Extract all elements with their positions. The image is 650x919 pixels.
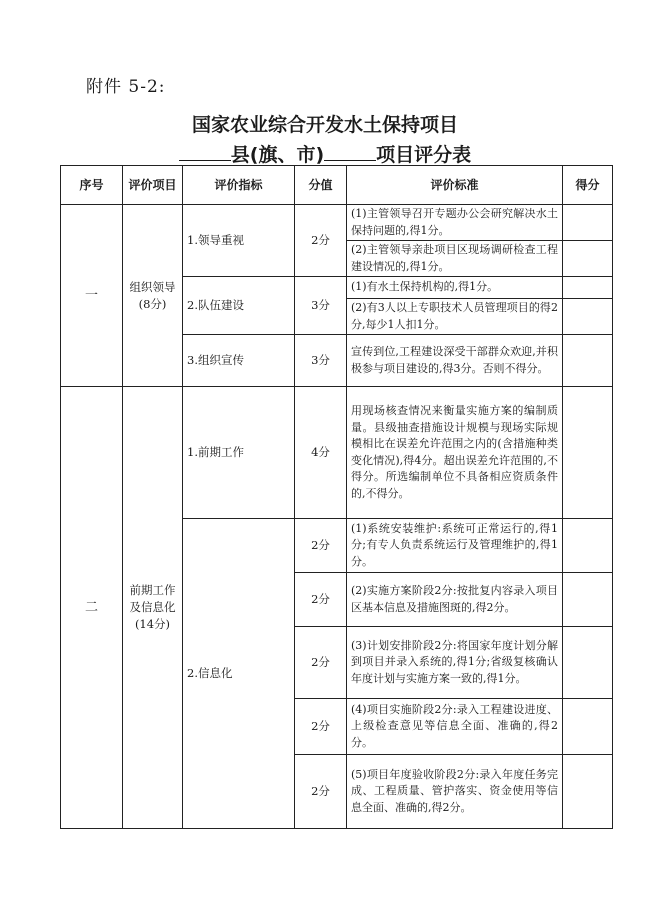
result-cell[interactable] <box>563 241 613 277</box>
criteria-cell: (4)项目实施阶段2分:录入工程建设进度、上级检查意见等信息全面、准确的,得2分。 <box>347 699 563 755</box>
criteria-cell: (2)有3人以上专职技术人员管理项目的得2分,每少1人扣1分。 <box>347 299 563 335</box>
score-table <box>60 165 613 829</box>
section-no: 二 <box>61 387 123 829</box>
indicator-name: 2.信息化 <box>183 519 295 829</box>
criteria-cell: (1)系统安装维护:系统可正常运行的,得1分;有专人负责系统运行及管理维护的,得1分。 <box>347 519 563 573</box>
indicator-score: 2分 <box>295 519 347 573</box>
page-title: 国家农业综合开发水土保持项目 <box>191 114 458 136</box>
section-item-label: 组织领导 <box>129 279 176 294</box>
section-item <box>123 205 183 387</box>
criteria-cell: (3)计划安排阶段2分:将国家年度计划分解到项目并录入系统的,得1分;省级复核确认年度计划与实施方案一致的,得1分。 <box>347 627 563 699</box>
page-subtitle <box>0 140 650 167</box>
criteria-cell: (2)主管领导亲赴项目区现场调研检查工程建设情况的,得1分。 <box>347 241 563 277</box>
indicator-score: 4分 <box>295 387 347 519</box>
county-blank-line <box>179 142 231 161</box>
indicator-score: 2分 <box>295 205 347 277</box>
indicator-score: 3分 <box>295 277 347 335</box>
criteria-cell: (1)主管领导召开专题办公会研究解决水土保持问题的,得1分。 <box>347 205 563 241</box>
result-cell[interactable] <box>563 335 613 387</box>
result-cell[interactable] <box>563 755 613 829</box>
criteria-cell: (1)有水土保持机构的,得1分。 <box>347 277 563 299</box>
section-item-label: 前期工作及信息化 <box>129 583 176 614</box>
table-row <box>61 205 613 241</box>
section-item-score: (14分) <box>134 617 171 631</box>
criteria-cell: 宣传到位,工程建设深受干部群众欢迎,并积极参与项目建设的,得3分。否则不得分。 <box>347 335 563 387</box>
result-cell[interactable] <box>563 205 613 241</box>
header-score: 分值 <box>295 166 347 205</box>
criteria-cell: 用现场核查情况来衡量实施方案的编制质量。县级抽查措施设计规模与现场实际规模相比在误差允许范围之内的(含措施种类变化情况),得4分。超出误差允许范围的,不得分。所选编制单位不具备相应资质条件的,不得分。 <box>347 387 563 519</box>
indicator-name: 2.队伍建设 <box>183 277 295 335</box>
indicator-name: 1.领导重视 <box>183 205 295 277</box>
result-cell[interactable] <box>563 627 613 699</box>
header-criteria: 评价标准 <box>347 166 563 205</box>
attachment-label: 附件 5-2: <box>86 77 166 97</box>
criteria-cell: (2)实施方案阶段2分:按批复内容录入项目区基本信息及措施图斑的,得2分。 <box>347 573 563 627</box>
indicator-score: 2分 <box>295 573 347 627</box>
indicator-score: 2分 <box>295 755 347 829</box>
header-item: 评价项目 <box>123 166 183 205</box>
criteria-cell: (5)项目年度验收阶段2分:录入年度任务完成、工程质量、管护落实、资金使用等信息全面、准确的,得2分。 <box>347 755 563 829</box>
result-cell[interactable] <box>563 387 613 519</box>
section-item <box>123 387 183 829</box>
indicator-name: 1.前期工作 <box>183 387 295 519</box>
result-cell[interactable] <box>563 699 613 755</box>
indicator-score: 2分 <box>295 699 347 755</box>
indicator-score: 2分 <box>295 627 347 699</box>
result-cell[interactable] <box>563 277 613 299</box>
table-row <box>61 387 613 519</box>
header-no: 序号 <box>61 166 123 205</box>
section-item-score: (8分) <box>138 296 167 311</box>
result-cell[interactable] <box>563 519 613 573</box>
result-cell[interactable] <box>563 573 613 627</box>
indicator-score: 3分 <box>295 335 347 387</box>
table-header-row <box>61 166 613 205</box>
project-blank-line <box>324 142 376 161</box>
section-no: 一 <box>61 205 123 387</box>
header-result: 得分 <box>563 166 613 205</box>
project-label: 项目评分表 <box>376 144 472 166</box>
result-cell[interactable] <box>563 299 613 335</box>
header-indicator: 评价指标 <box>183 166 295 205</box>
indicator-name: 3.组织宣传 <box>183 335 295 387</box>
county-label: 县(旗、市) <box>230 144 325 166</box>
